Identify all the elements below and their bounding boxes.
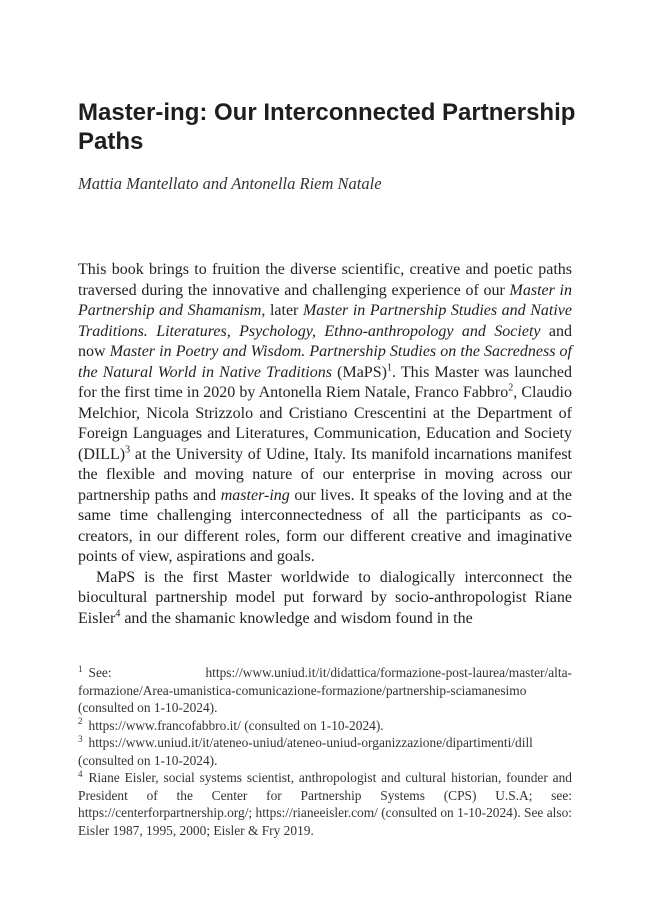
footnote-ref-2[interactable]: 2	[508, 382, 514, 394]
paragraph-1	[78, 260, 572, 568]
footnote-number: 2	[78, 716, 83, 727]
p1-text-h: . This Master was launched for the first time in 2020 by Antonella Riem Natale, Franco Fabbro	[78, 363, 572, 401]
p1-master-ing: master-ing	[220, 486, 290, 504]
footnote-text: https://www.francofabbro.it/ (consulted on 1-10-2024).	[88, 717, 384, 733]
footnote-text: https://www.uniud.it/it/ateneo-uniud/ateneo-uniud-organizzazione/dipartimenti/dill (consulted on 1-10-2024).	[78, 735, 533, 768]
footnote-number: 4	[78, 768, 83, 779]
footnote-ref-1[interactable]: 1	[386, 362, 392, 374]
footnote-ref-4[interactable]: 4	[115, 608, 121, 620]
footnote-text: See: https://www.uniud.it/it/didattica/formazione-post-laurea/master/alta-formazione/Area-umanistica-comunicazione-formazione/partnership-sciamanesimo (consulted on 1-10-2024).	[78, 665, 572, 715]
chapter-title: Master-ing: Our Interconnected Partnership Paths	[78, 99, 576, 155]
chapter-authors: Mattia Mantellato and Antonella Riem Natale	[78, 174, 382, 193]
p1-text-i: , Claudio Melchior, Nicola Strizzolo and Cristiano Crescentini at the Department of Foreign Languages and Literatures, Communication, Education and Society (DILL)	[78, 384, 572, 463]
body-text	[78, 260, 572, 629]
footnote-3	[78, 734, 572, 769]
footnote-1	[78, 664, 572, 717]
p1-text-e: and now	[78, 322, 573, 360]
p1-master-title-3: Master in Poetry and Wisdom. Partnership Studies on the Sacredness of the Natural World in Native Traditions	[78, 343, 573, 381]
footnotes	[78, 664, 572, 839]
p2-text-a: MaPS is the first Master worldwide to dialogically interconnect the biocultural partnership model put forward by socio-anthropologist Riane Eisler	[78, 568, 572, 627]
p1-master-title-2: Master in Partnership Studies and Native Traditions. Literatures, Psychology, Ethno-anthropology and Society	[78, 302, 573, 340]
paragraph-2	[78, 568, 572, 630]
footnote-number: 3	[78, 733, 83, 744]
p2-text-b: and the shamanic knowledge and wisdom found in the	[120, 609, 473, 627]
p1-text-j: at the University of Udine, Italy. Its manifold incarnations manifest the flexible and moving nature of our enterprise in moving across our partnership paths and	[78, 445, 572, 504]
footnote-number: 1	[78, 663, 83, 674]
p1-text-l: our lives. It speaks of the loving and at the same time challenging interconnectedness of all the participants as co-creators, in our different roles, form our different creative and imaginative points of view, aspirations and goals.	[78, 486, 573, 565]
p1-text-c: , later	[261, 302, 303, 319]
footnote-2	[78, 717, 572, 735]
footnote-ref-3[interactable]: 3	[125, 444, 131, 456]
p1-text-g: (MaPS)	[331, 363, 387, 381]
p1-master-title-1: Master in Partnership and Shamanism	[78, 281, 572, 319]
footnote-text: Riane Eisler, social systems scientist, anthropologist and cultural historian, founder and President of the Center for Partnership Systems (CPS) U.S.A; see: https://centerforpartnership.org/; https://rianeeisler.com/ (consulted on 1-10-2024). See also: Eisler 1987, 1995, 2000; Eisler & Fry 2019.	[78, 770, 572, 838]
p1-text-a: This book brings to fruition the diverse scientific, creative and poetic paths traversed during the innovative and challenging experience of our	[78, 261, 572, 299]
footnote-4	[78, 769, 572, 839]
